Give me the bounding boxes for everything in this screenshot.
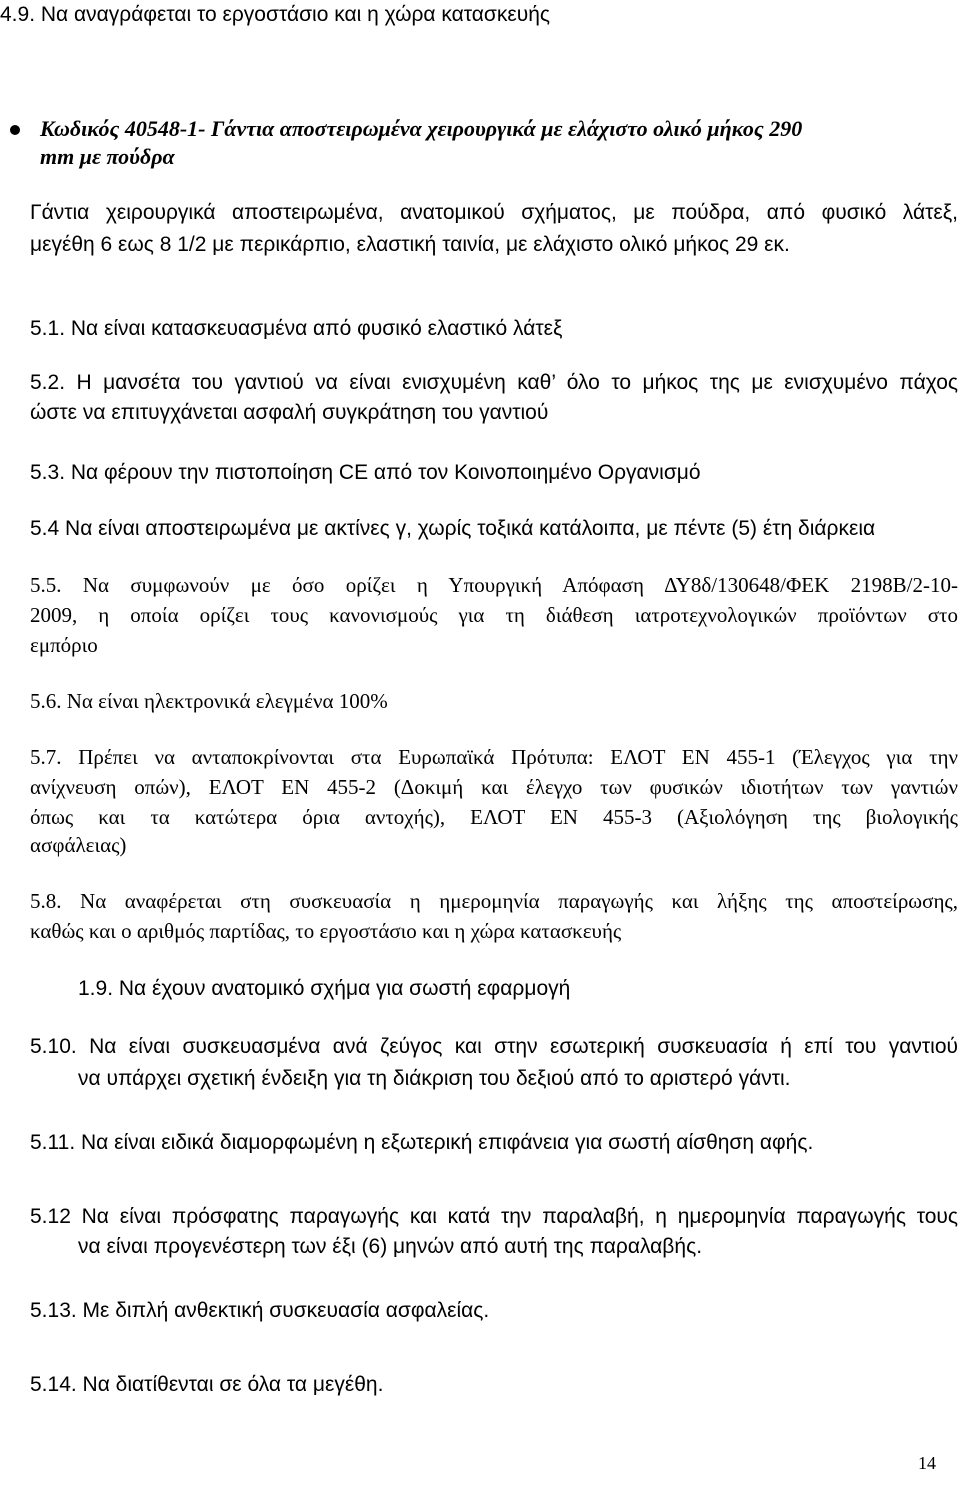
spec-5-2-line1: 5.2. Η μανσέτα του γαντιού να είναι ενισχυμένη καθ’ όλο το μήκος της με ενισχυμένο πάχος: [30, 371, 958, 394]
spec-5-7-line1: 5.7. Πρέπει να ανταποκρίνονται στα Ευρωπαϊκά Πρότυπα: ΕΛΟΤ ΕΝ 455-1 (Έλεγχος για την: [30, 745, 958, 769]
spec-5-7-line3: όπως και τα κατώτερα όρια αντοχής), ΕΛΟΤ ΕΝ 455-3 (Αξιολόγηση της βιολογικής: [30, 805, 958, 829]
spec-5-7-line2: ανίχνευση οπών), ΕΛΟΤ ΕΝ 455-2 (Δοκιμή και έλεγχο των φυσικών ιδιοτήτων των γαντιών: [30, 775, 958, 799]
product-description-line1: Γάντια χειρουργικά αποστειρωμένα, ανατομικού σχήματος, με πούδρα, από φυσικό λάτεξ,: [30, 201, 958, 224]
spec-1-9: 1.9. Να έχουν ανατομικό σχήμα για σωστή εφαρμογή: [78, 977, 571, 1000]
spec-5-1: 5.1. Να είναι κατασκευασμένα από φυσικό ελαστικό λάτεξ: [30, 317, 563, 340]
bullet-icon: [10, 125, 20, 135]
spec-5-4: 5.4 Να είναι αποστειρωμένα με ακτίνες γ, χωρίς τοξικά κατάλοιπα, με πέντε (5) έτη διάρκεια: [30, 517, 876, 540]
product-heading-line1: Κωδικός 40548-1- Γάντια αποστειρωμένα χειρουργικά με ελάχιστο ολικό μήκος 290: [40, 116, 803, 141]
page-number: 14: [918, 1453, 936, 1473]
spec-5-2-line2: ώστε να επιτυγχάνεται ασφαλή συγκράτηση του γαντιού: [30, 401, 549, 424]
spec-5-5-line3: εμπόριο: [30, 633, 98, 657]
spec-5-13: 5.13. Με διπλή ανθεκτική συσκευασία ασφαλείας.: [30, 1299, 490, 1322]
spec-5-5-line2: 2009, η οποία ορίζει τους κανονισμούς για τη διάθεση ιατροτεχνολογικών προϊόντων στο: [30, 603, 958, 627]
spec-5-10-line2: να υπάρχει σχετική ένδειξη για τη διάκριση του δεξιού από το αριστερό γάντι.: [78, 1067, 791, 1090]
spec-5-8-line2: καθώς και ο αριθμός παρτίδας, το εργοστάσιο και η χώρα κατασκευής: [30, 919, 622, 943]
spec-5-3: 5.3. Να φέρουν την πιστοποίηση CE από τον Κοινοποιημένο Οργανισμό: [30, 461, 701, 484]
product-description-line2: μεγέθη 6 εως 8 1/2 με περικάρπιο, ελαστική ταινία, με ελάχιστο ολικό μήκος 29 εκ.: [30, 233, 790, 256]
spec-5-7-line4: ασφάλειας): [30, 833, 127, 857]
spec-5-10-line1: 5.10. Να είναι συσκευασμένα ανά ζεύγος και στην εσωτερική συσκευασία ή επί του γαντιού: [30, 1035, 958, 1058]
spec-5-6: 5.6. Να είναι ηλεκτρονικά ελεγμένα 100%: [30, 689, 388, 713]
product-heading-line2: mm με πούδρα: [40, 144, 175, 169]
spec-5-8-line1: 5.8. Να αναφέρεται στη συσκευασία η ημερομηνία παραγωγής και λήξης της αποστείρωσης,: [30, 889, 958, 913]
spec-5-5-line1: 5.5. Να συμφωνούν με όσο ορίζει η Υπουργική Απόφαση ΔΥ8δ/130648/ΦΕΚ 2198Β/2-10-: [30, 573, 958, 597]
spec-5-11: 5.11. Να είναι ειδικά διαμορφωμένη η εξωτερική επιφάνεια για σωστή αίσθηση αφής.: [30, 1131, 814, 1154]
spec-5-12-line1: 5.12 Να είναι πρόσφατης παραγωγής και κατά την παραλαβή, η ημερομηνία παραγωγής τους: [30, 1205, 958, 1228]
spec-5-12-line2: να είναι προγενέστερη των έξι (6) μηνών από αυτή της παραλαβής.: [78, 1235, 703, 1258]
spec-5-14: 5.14. Να διατίθενται σε όλα τα μεγέθη.: [30, 1373, 384, 1396]
spec-4-9: 4.9. Να αναγράφεται το εργοστάσιο και η χώρα κατασκευής: [0, 3, 551, 26]
